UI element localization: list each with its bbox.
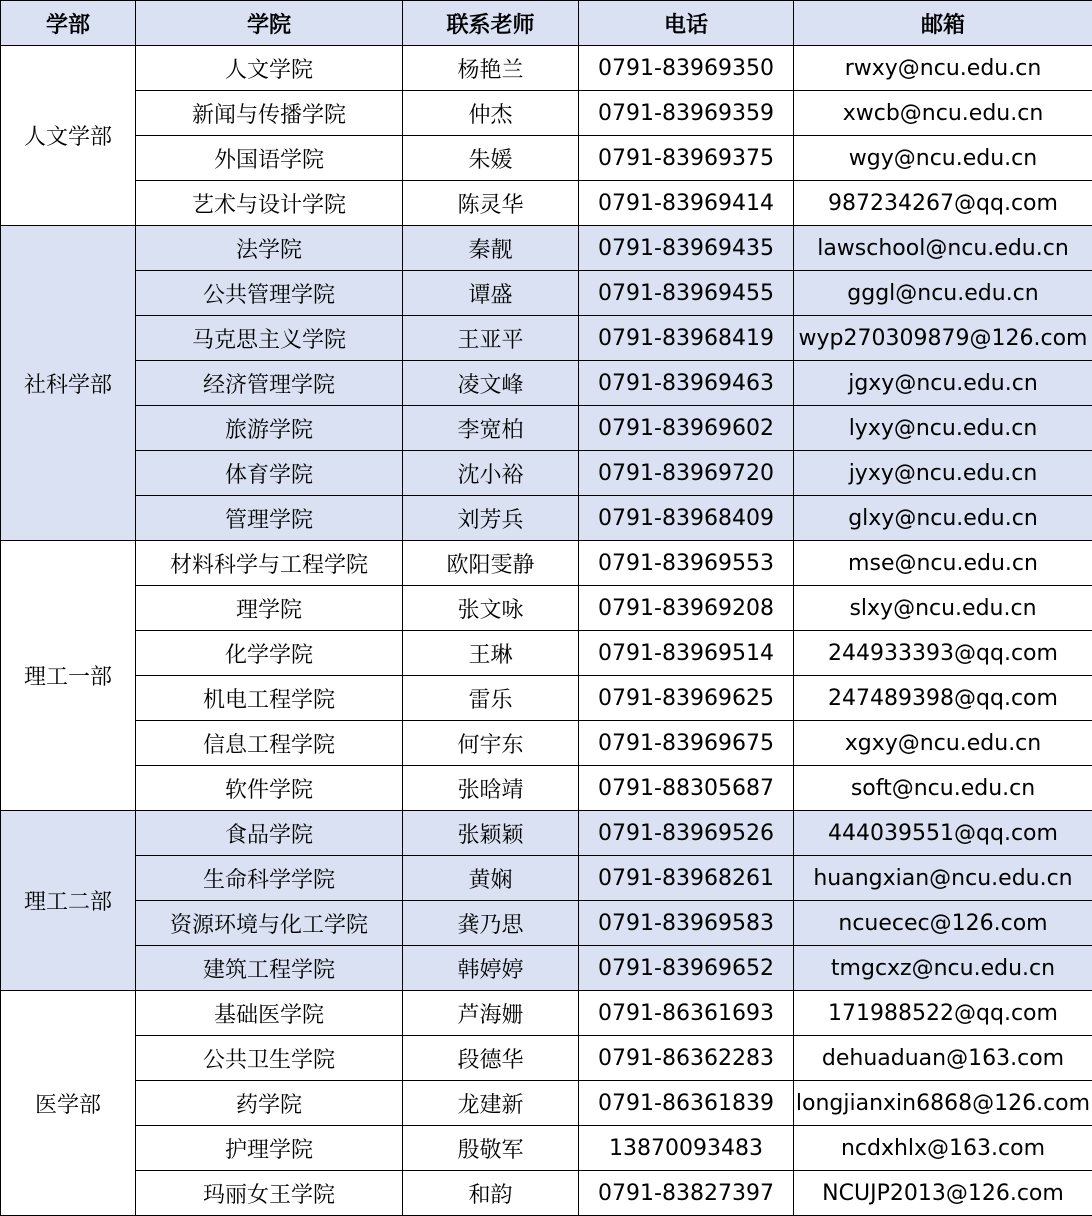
college-cell: 材料科学与工程学院 — [136, 541, 403, 586]
phone-cell: 0791-83969359 — [579, 91, 794, 136]
teacher-cell: 张晗靖 — [403, 766, 579, 811]
email-cell: tmgcxz@ncu.edu.cn — [794, 946, 1092, 991]
teacher-cell: 张文咏 — [403, 586, 579, 631]
email-cell: NCUJP2013@126.com — [794, 1171, 1092, 1216]
phone-cell: 0791-83968419 — [579, 316, 794, 361]
teacher-cell: 杨艳兰 — [403, 46, 579, 91]
phone-cell: 0791-86362283 — [579, 1036, 794, 1081]
header-email: 邮箱 — [794, 1, 1092, 46]
table-row — [1, 631, 1092, 676]
phone-cell: 0791-88305687 — [579, 766, 794, 811]
phone-cell: 0791-83827397 — [579, 1171, 794, 1216]
phone-cell: 0791-83969602 — [579, 406, 794, 451]
division-cell: 理工一部 — [1, 541, 136, 811]
email-cell: 171988522@qq.com — [794, 991, 1092, 1036]
phone-cell: 0791-83969455 — [579, 271, 794, 316]
phone-cell: 0791-83968261 — [579, 856, 794, 901]
table-row — [1, 541, 1092, 586]
email-cell: longjianxin6868@126.com — [794, 1081, 1092, 1126]
college-cell: 资源环境与化工学院 — [136, 901, 403, 946]
college-cell: 新闻与传播学院 — [136, 91, 403, 136]
email-cell: 247489398@qq.com — [794, 676, 1092, 721]
teacher-cell: 陈灵华 — [403, 181, 579, 226]
email-cell: dehuaduan@163.com — [794, 1036, 1092, 1081]
phone-cell: 0791-83969625 — [579, 676, 794, 721]
college-cell: 公共卫生学院 — [136, 1036, 403, 1081]
phone-cell: 0791-83969675 — [579, 721, 794, 766]
teacher-cell: 黄娴 — [403, 856, 579, 901]
email-cell: mse@ncu.edu.cn — [794, 541, 1092, 586]
college-cell: 玛丽女王学院 — [136, 1171, 403, 1216]
teacher-cell: 段德华 — [403, 1036, 579, 1081]
college-cell: 艺术与设计学院 — [136, 181, 403, 226]
email-cell: soft@ncu.edu.cn — [794, 766, 1092, 811]
header-phone: 电话 — [579, 1, 794, 46]
table-row — [1, 496, 1092, 541]
table-row — [1, 136, 1092, 181]
teacher-cell: 王琳 — [403, 631, 579, 676]
phone-cell: 0791-83969375 — [579, 136, 794, 181]
table-row — [1, 226, 1092, 271]
header-teacher: 联系老师 — [403, 1, 579, 46]
email-cell: ncuecec@126.com — [794, 901, 1092, 946]
email-cell: jyxy@ncu.edu.cn — [794, 451, 1092, 496]
teacher-cell: 韩婷婷 — [403, 946, 579, 991]
email-cell: rwxy@ncu.edu.cn — [794, 46, 1092, 91]
phone-cell: 0791-83969583 — [579, 901, 794, 946]
table-row — [1, 91, 1092, 136]
table-row — [1, 181, 1092, 226]
teacher-cell: 殷敬军 — [403, 1126, 579, 1171]
college-cell: 经济管理学院 — [136, 361, 403, 406]
table-row — [1, 46, 1092, 91]
table-row — [1, 991, 1092, 1036]
email-cell: glxy@ncu.edu.cn — [794, 496, 1092, 541]
phone-cell: 0791-83969414 — [579, 181, 794, 226]
table-row — [1, 586, 1092, 631]
teacher-cell: 李宽柏 — [403, 406, 579, 451]
table-row — [1, 901, 1092, 946]
table-row — [1, 361, 1092, 406]
college-cell: 人文学院 — [136, 46, 403, 91]
phone-cell: 0791-83969652 — [579, 946, 794, 991]
email-cell: xwcb@ncu.edu.cn — [794, 91, 1092, 136]
teacher-cell: 欧阳雯静 — [403, 541, 579, 586]
teacher-cell: 雷乐 — [403, 676, 579, 721]
teacher-cell: 谭盛 — [403, 271, 579, 316]
teacher-cell: 凌文峰 — [403, 361, 579, 406]
teacher-cell: 仲杰 — [403, 91, 579, 136]
college-cell: 信息工程学院 — [136, 721, 403, 766]
college-cell: 法学院 — [136, 226, 403, 271]
table-row — [1, 406, 1092, 451]
college-cell: 理学院 — [136, 586, 403, 631]
teacher-cell: 秦靓 — [403, 226, 579, 271]
college-cell: 药学院 — [136, 1081, 403, 1126]
table-header — [1, 1, 1092, 46]
college-cell: 旅游学院 — [136, 406, 403, 451]
email-cell: slxy@ncu.edu.cn — [794, 586, 1092, 631]
phone-cell: 0791-83969553 — [579, 541, 794, 586]
teacher-cell: 王亚平 — [403, 316, 579, 361]
phone-cell: 0791-83969526 — [579, 811, 794, 856]
teacher-cell: 沈小裕 — [403, 451, 579, 496]
header-division: 学部 — [1, 1, 136, 46]
email-cell: wgy@ncu.edu.cn — [794, 136, 1092, 181]
email-cell: gggl@ncu.edu.cn — [794, 271, 1092, 316]
college-cell: 外国语学院 — [136, 136, 403, 181]
college-cell: 生命科学学院 — [136, 856, 403, 901]
table-body — [1, 46, 1092, 1216]
teacher-cell: 龚乃思 — [403, 901, 579, 946]
phone-cell: 0791-83969208 — [579, 586, 794, 631]
table-row — [1, 451, 1092, 496]
email-cell: wyp270309879@126.com — [794, 316, 1092, 361]
table-row — [1, 676, 1092, 721]
table-row — [1, 1171, 1092, 1216]
email-cell: lyxy@ncu.edu.cn — [794, 406, 1092, 451]
teacher-cell: 朱媛 — [403, 136, 579, 181]
table-row — [1, 1126, 1092, 1171]
email-cell: ncdxhlx@163.com — [794, 1126, 1092, 1171]
table-row — [1, 811, 1092, 856]
division-cell: 人文学部 — [1, 46, 136, 226]
division-cell: 理工二部 — [1, 811, 136, 991]
email-cell: huangxian@ncu.edu.cn — [794, 856, 1092, 901]
college-cell: 管理学院 — [136, 496, 403, 541]
phone-cell: 13870093483 — [579, 1126, 794, 1171]
email-cell: 244933393@qq.com — [794, 631, 1092, 676]
phone-cell: 0791-83969514 — [579, 631, 794, 676]
phone-cell: 0791-83968409 — [579, 496, 794, 541]
table-row — [1, 316, 1092, 361]
phone-cell: 0791-83969350 — [579, 46, 794, 91]
college-cell: 马克思主义学院 — [136, 316, 403, 361]
division-cell: 医学部 — [1, 991, 136, 1216]
teacher-cell: 刘芳兵 — [403, 496, 579, 541]
division-cell: 社科学部 — [1, 226, 136, 541]
table-row — [1, 856, 1092, 901]
college-cell: 机电工程学院 — [136, 676, 403, 721]
header-row — [1, 1, 1092, 46]
phone-cell: 0791-86361693 — [579, 991, 794, 1036]
college-cell: 食品学院 — [136, 811, 403, 856]
teacher-cell: 芦海姗 — [403, 991, 579, 1036]
phone-cell: 0791-86361839 — [579, 1081, 794, 1126]
email-cell: 987234267@qq.com — [794, 181, 1092, 226]
college-cell: 软件学院 — [136, 766, 403, 811]
college-cell: 化学学院 — [136, 631, 403, 676]
college-cell: 护理学院 — [136, 1126, 403, 1171]
phone-cell: 0791-83969720 — [579, 451, 794, 496]
table-row — [1, 766, 1092, 811]
table-row — [1, 271, 1092, 316]
phone-cell: 0791-83969463 — [579, 361, 794, 406]
college-cell: 建筑工程学院 — [136, 946, 403, 991]
email-cell: xgxy@ncu.edu.cn — [794, 721, 1092, 766]
table-row — [1, 721, 1092, 766]
college-cell: 基础医学院 — [136, 991, 403, 1036]
college-cell: 公共管理学院 — [136, 271, 403, 316]
phone-cell: 0791-83969435 — [579, 226, 794, 271]
table-row — [1, 1036, 1092, 1081]
table-row — [1, 946, 1092, 991]
table-row — [1, 1081, 1092, 1126]
teacher-cell: 和韵 — [403, 1171, 579, 1216]
teacher-cell: 何宇东 — [403, 721, 579, 766]
college-cell: 体育学院 — [136, 451, 403, 496]
teacher-cell: 龙建新 — [403, 1081, 579, 1126]
email-cell: lawschool@ncu.edu.cn — [794, 226, 1092, 271]
header-college: 学院 — [136, 1, 403, 46]
teacher-cell: 张颖颖 — [403, 811, 579, 856]
email-cell: jgxy@ncu.edu.cn — [794, 361, 1092, 406]
email-cell: 444039551@qq.com — [794, 811, 1092, 856]
